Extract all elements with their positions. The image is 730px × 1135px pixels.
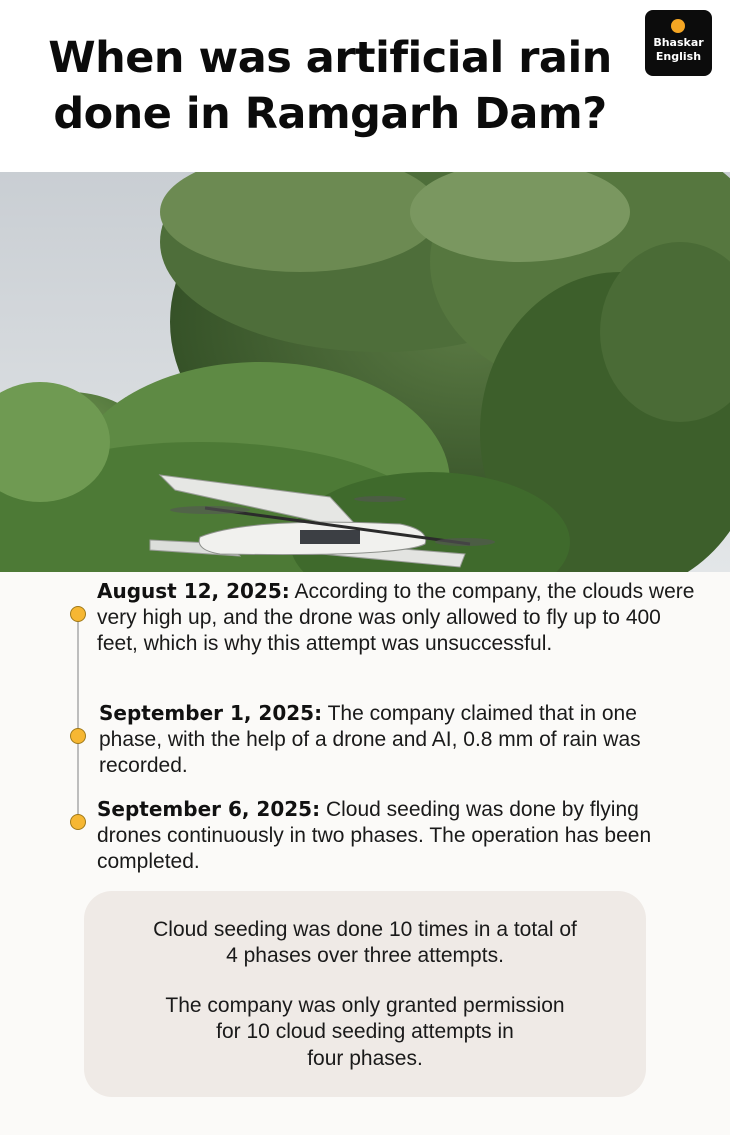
timeline-text: The company claimed that in one phase, with the help of a drone and AI, 0.8 mm of rain was recorded. [99,702,641,777]
timeline-date: August 12, 2025: [97,579,290,603]
summary-line-4: for 10 cloud seeding attempts in [216,1020,514,1043]
logo-line-2: English [655,50,702,63]
timeline-text: Cloud seeding was done by flying drones continuously in two phases. The operation has been completed. [97,798,652,873]
header [0,0,730,172]
timeline-entry-2 [99,700,689,779]
timeline-entry-1 [97,578,697,657]
timeline-entry-3 [97,796,667,875]
timeline-line [77,614,79,822]
timeline-dot-2 [70,728,86,744]
summary-box [84,891,646,1097]
timeline-date: September 6, 2025: [97,797,321,821]
page-title: When was artificial rain done in Ramgarh Dam? [48,33,612,139]
brand-logo [645,10,712,76]
timeline-date: September 1, 2025: [99,701,323,725]
summary-line-3: The company was only granted permission [165,994,565,1017]
summary-line-5: four phases. [307,1047,423,1070]
logo-sun-icon [671,19,685,33]
drone-photo [0,172,730,572]
logo-line-1: Bhaskar [653,36,704,49]
summary-line-2: 4 phases over three attempts. [226,944,504,967]
logo-text [645,36,712,64]
summary-line-1: Cloud seeding was done 10 times in a total of [153,918,577,941]
timeline-dot-3 [70,814,86,830]
timeline-dot-1 [70,606,86,622]
timeline-text: According to the company, the clouds were very high up, and the drone was only allowed to fly up to 400 feet, which is why this attempt was unsuccessful. [97,580,695,655]
